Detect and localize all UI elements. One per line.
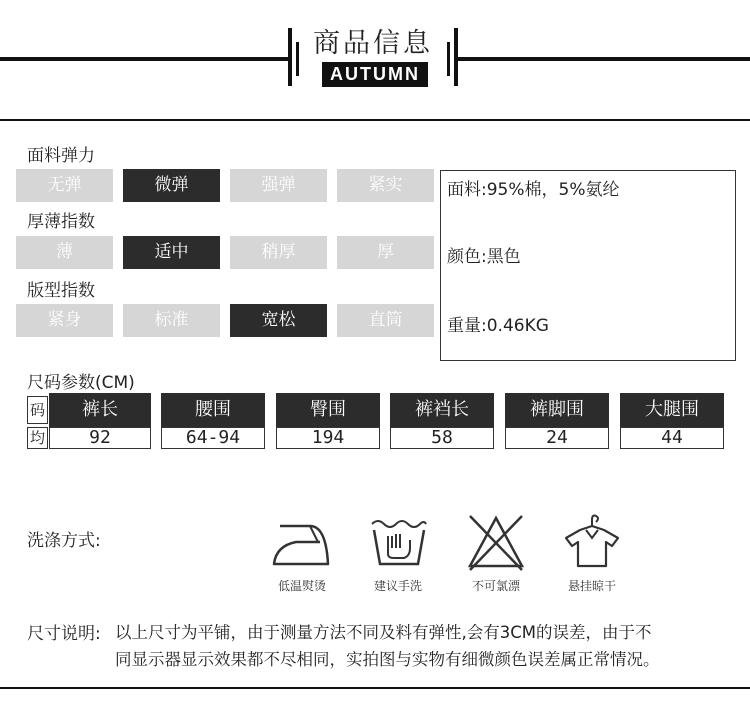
header-rule-right (458, 57, 750, 61)
washing-title: 洗涤方式: (27, 531, 101, 551)
size-row-label-uniform: 均 (27, 427, 48, 449)
size-value-leg-opening: 24 (505, 427, 609, 449)
hang-dry-icon (562, 512, 622, 570)
note-line-1: 以上尺寸为平铺，由于测量方法不同及料有弹性,会有3CM的误差，由于不 (115, 623, 652, 642)
chip-thickness-thick: 厚 (337, 236, 434, 269)
info-color: 颜色:黑色 (447, 247, 521, 267)
size-value-waist: 64-94 (161, 427, 265, 449)
wash-label-bleach: 不可氯漂 (471, 579, 520, 593)
chip-thickness-thin: 薄 (16, 236, 113, 269)
title-chinese: 商品信息 (313, 28, 433, 59)
chip-elasticity-strong: 强弹 (230, 169, 327, 202)
bracket-bar-right-outer (454, 28, 458, 86)
info-weight: 重量:0.46KG (447, 316, 549, 336)
top-divider (0, 119, 750, 121)
size-value-length: 92 (49, 427, 151, 449)
chip-elasticity-firm: 紧实 (337, 169, 434, 202)
size-header-hip: 臀围 (276, 393, 380, 427)
size-row-label-code: 码 (27, 396, 48, 424)
no-bleach-icon (466, 512, 526, 572)
chip-thickness-medium: 适中 (123, 236, 220, 269)
size-header-leg-opening: 裤脚围 (505, 393, 609, 427)
note-label: 尺寸说明: (27, 624, 101, 644)
bracket-bar-left-outer (288, 28, 292, 86)
size-value-hip: 194 (276, 427, 380, 449)
size-value-thigh: 44 (620, 427, 724, 449)
wash-label-hang: 悬挂晾干 (567, 579, 616, 593)
attr-label-fit: 版型指数 (27, 281, 95, 301)
bracket-bar-right-inner (447, 42, 450, 76)
chip-fit-straight: 直筒 (337, 304, 434, 337)
note-line-2: 同显示器显示效果都不尽相同，实拍图与实物有细微颜色误差属正常情况。 (115, 650, 660, 669)
attr-label-elasticity: 面料弹力 (27, 146, 95, 166)
title-english: AUTUMN (322, 62, 428, 87)
size-header-thigh: 大腿围 (620, 393, 724, 427)
bottom-divider (0, 687, 750, 689)
iron-low-icon (270, 518, 332, 570)
info-box (440, 170, 736, 361)
chip-fit-tight: 紧身 (16, 304, 113, 337)
chip-fit-standard: 标准 (123, 304, 220, 337)
bracket-bar-left-inner (296, 42, 299, 76)
chip-elasticity-none: 无弹 (16, 169, 113, 202)
wash-label-iron: 低温熨烫 (277, 579, 326, 593)
size-header-rise: 裤裆长 (390, 393, 494, 427)
info-fabric: 面料:95%棉，5%氨纶 (447, 180, 620, 200)
chip-elasticity-slight: 微弹 (123, 169, 220, 202)
chip-thickness-slightly-thick: 稍厚 (230, 236, 327, 269)
size-header-waist: 腰围 (161, 393, 265, 427)
size-value-rise: 58 (390, 427, 494, 449)
size-title: 尺码参数(CM) (27, 373, 135, 393)
header-title (288, 18, 458, 86)
wash-label-hand: 建议手洗 (373, 579, 422, 593)
chip-fit-loose: 宽松 (230, 304, 327, 337)
hand-wash-icon (368, 516, 430, 570)
attr-label-thickness: 厚薄指数 (27, 212, 95, 232)
header-rule-left (0, 57, 288, 61)
size-header-length: 裤长 (49, 393, 151, 427)
